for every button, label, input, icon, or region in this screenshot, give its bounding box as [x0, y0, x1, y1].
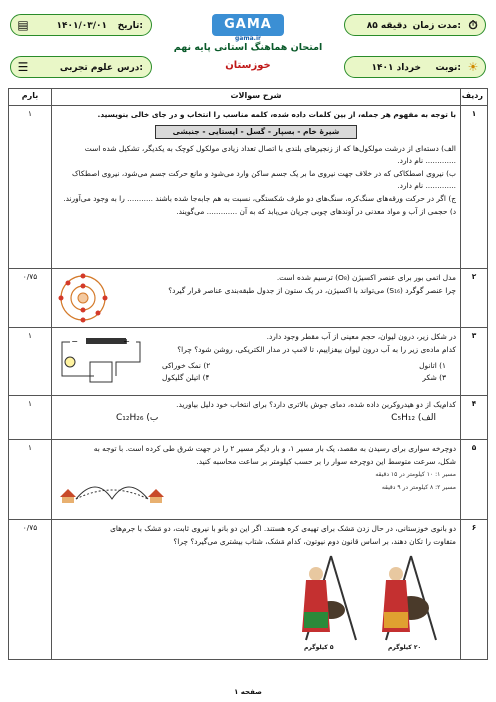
blank-item: الف) دسته‌ای از درشت مولکول‌ها که از زنجیرهای بلندی با اتصال تعداد زیادی مولکول کوچک به یکدیگر، تشکیل شده است ............. نام دارد. [84, 144, 456, 165]
question-body [52, 396, 461, 440]
svg-text:−: − [71, 337, 78, 346]
question-number: ۴ [461, 396, 488, 440]
option: ۳) شکر [422, 373, 446, 382]
options-row [56, 412, 456, 424]
question-text: کدام‌یک از دو هیدروکربن داده شده، دمای جوش بالاتری دارد؟ برای انتخاب خود دلیل بیاورید. [176, 400, 456, 409]
option: الف) C₅H₁₂ [391, 413, 436, 423]
date-pill [10, 14, 152, 36]
question-row [9, 269, 488, 328]
question-score: ۱ [9, 440, 52, 520]
question-row [9, 440, 488, 520]
question-body [52, 106, 461, 269]
blank-item: د) حجمی از آب و مواد معدنی در آوندهای چوبی جریان می‌یابد که به آن ............. می‌گویند. [176, 207, 456, 216]
logo-subtext: gama.ir [212, 36, 284, 42]
mass-label-large: ۲۰ کیلوگرم [388, 644, 422, 651]
question-row [9, 396, 488, 440]
blank-item: ب) نیروی اصطکاکی که در خلاف جهت نیروی ما بر یک جسم ساکن وارد می‌شود و مانع حرکت جسم می‌شود، نیروی اصطکاک ............. نام دارد. [72, 169, 456, 190]
question-text: با توجه به مفهوم هر جمله، از بین کلمات داده شده، کلمه مناسب را انتخاب و در جای خالی بنویسید. [97, 110, 456, 119]
options-row [152, 372, 456, 384]
logo-text: GAMA [224, 17, 272, 32]
question-text: دوچرخه سواری برای رسیدن به مقصد، یک بار مسیر ۱، و بار دیگر مسیر ۲ را در جهت شرق طی کرده است. با توجه به [93, 444, 456, 453]
mass-label-small: ۵ کیلوگرم [304, 644, 334, 651]
row-header: ردیف [461, 89, 488, 106]
subject-value: علوم تجربی [59, 63, 113, 73]
woman-churning-right [376, 552, 446, 642]
duration-pill [344, 14, 486, 36]
question-number: ۱ [461, 106, 488, 269]
bohr-model-figure [56, 273, 110, 323]
question-score: ۱ [9, 106, 52, 269]
question-text: دو بانوی خوزستانی، در حال زدن مَشک برای تهیه‌ی کره هستند. اگر این دو بانو با نیروی ثابت، دو مَشک با جرم‌های [110, 524, 456, 533]
word-bank: شیرهٔ خام - بسپار - گسل - ایستایی - جنبشی [155, 125, 357, 139]
question-row [9, 106, 488, 269]
question-text: مدل اتمی بور برای عنصر اکسیژن (O₈) ترسیم شده است. [276, 273, 456, 282]
woman-churning-left [296, 552, 366, 642]
question-score: ۰/۷۵ [9, 269, 52, 328]
duration-value: ۸۵ دقیقه [366, 21, 407, 31]
option: ۴) اتیلن گلیکول [162, 373, 210, 382]
route-label: مسیر ۲: ۸ کیلومتر در ۹ دقیقه [381, 484, 456, 491]
question-row [9, 328, 488, 396]
question-body [52, 440, 461, 520]
question-score: ۱ [9, 328, 52, 396]
svg-text:+: + [123, 337, 130, 346]
route-figure [56, 471, 168, 505]
date-label: تاریخ: [117, 21, 143, 31]
questions-table [8, 88, 488, 660]
session-label: نوبت: [435, 63, 461, 73]
question-score: ۱ [9, 396, 52, 440]
calendar-icon: ▤ [17, 18, 29, 32]
option: ۲) نمک خوراکی [162, 361, 211, 370]
table-header-row [9, 89, 488, 106]
question-body [52, 328, 461, 396]
question-number: ۳ [461, 328, 488, 396]
circuit-figure [56, 332, 146, 384]
session-pill [344, 56, 486, 78]
option: ب) C₁₂H₂₆ [116, 413, 159, 423]
question-text: در شکل زیر، درون لیوان، حجم معینی از آب مقطر وجود دارد. [266, 332, 456, 341]
date-value: ۱۴۰۱/۰۳/۰۱ [56, 21, 107, 31]
question-row [9, 520, 488, 660]
question-number: ۵ [461, 440, 488, 520]
question-number: ۶ [461, 520, 488, 660]
description-header: شرح سوالات [52, 89, 461, 106]
sun-icon: ☀ [467, 60, 479, 74]
exam-header [8, 8, 488, 84]
page-number: صفحه ۱ [234, 688, 262, 696]
clock-icon: ⏱ [468, 18, 478, 32]
score-header: بارم [9, 89, 52, 106]
books-icon: ☰ [17, 60, 29, 74]
question-body [52, 269, 461, 328]
duration-label: مدت زمان: [412, 21, 461, 31]
question-text: کدام ماده‌ی زیر را به آب درون لیوان بیفزاییم، تا لامپ در مدار الکتریکی، روشن شود؟ چرا؟ [177, 345, 456, 354]
blank-item: ج) اگر در حرکت ورقه‌های سنگ‌کره، سنگ‌های دو طرف شکستگی، نسبت به هم جابه‌جا شده باشند ........... را به وجود می‌آورند. [63, 194, 456, 203]
exam-province: خوزستان [225, 60, 271, 71]
session-value: خرداد ۱۴۰۱ [371, 63, 421, 73]
options-row [152, 360, 456, 372]
question-number: ۲ [461, 269, 488, 328]
question-score: ۰/۷۵ [9, 520, 52, 660]
question-body [52, 520, 461, 660]
question-text: متفاوت را تکان دهند، بر اساس قانون دوم نیوتون، کدام مَشک، شتاب بیشتری می‌گیرد؟ چرا؟ [173, 537, 456, 546]
exam-title: امتحان هماهنگ استانی پایه نهم [173, 42, 323, 53]
gama-logo [212, 14, 284, 42]
route-label: مسیر ۱: ۱۰ کیلومتر در ۱۵ دقیقه [375, 471, 456, 478]
subject-label: درس: [117, 63, 143, 73]
option: ۱) اتانول [419, 361, 446, 370]
question-text: شکل، سرعت متوسط این دوچرخه سوار را بر حسب کیلومتر بر ساعت محاسبه کنید. [196, 457, 456, 466]
question-text: چرا عنصر گوگرد (S₁₆) می‌تواند با اکسیژن، در یک ستون از جدول طبقه‌بندی عناصر قرار گیرد؟ [168, 286, 456, 295]
churning-figure [296, 552, 456, 652]
subject-pill [10, 56, 152, 78]
